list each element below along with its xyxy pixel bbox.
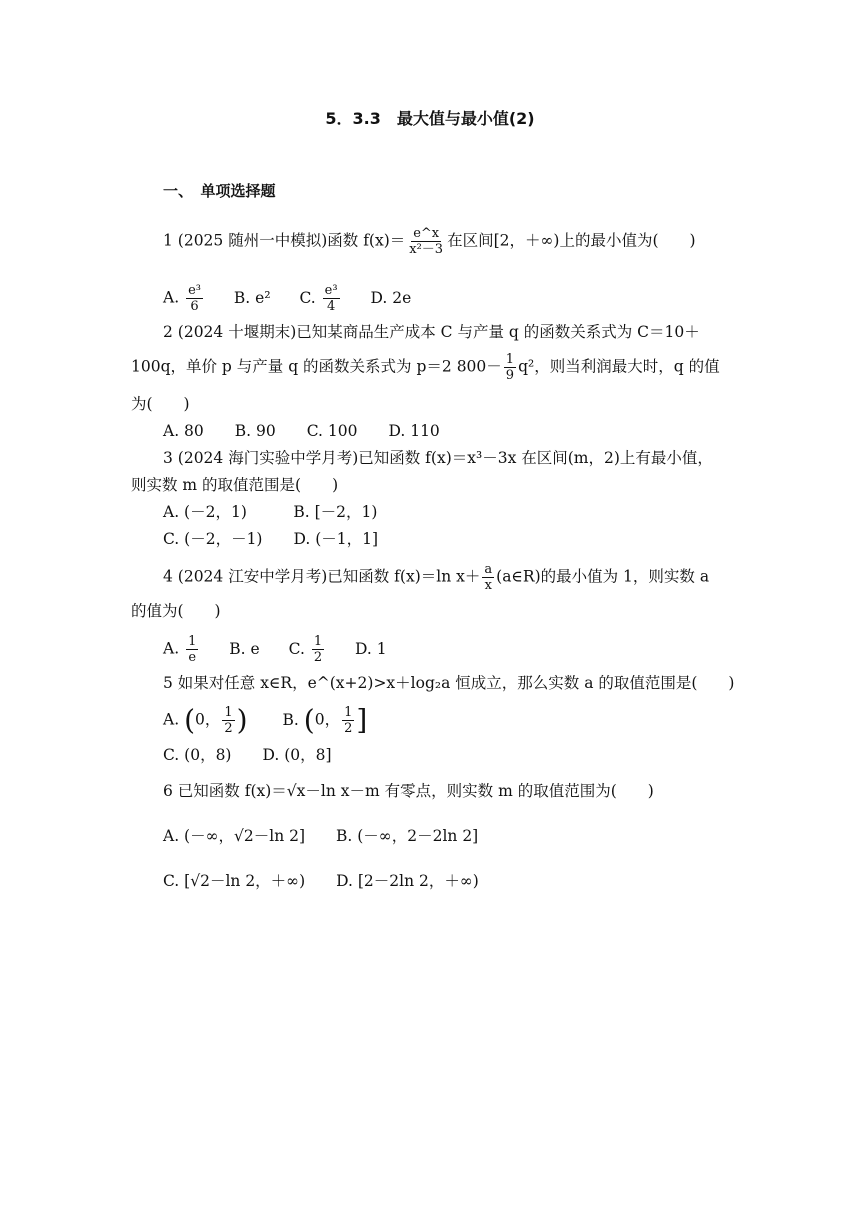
question-6-line-1: 6 已知函数 f(x)＝√x－ln x－m 有零点，则实数 m 的取值范围为( )	[163, 782, 654, 800]
q4-text-b: (a∈R)的最小值为 1，则实数 a	[496, 567, 710, 586]
q1-option-c-label: C.	[299, 288, 321, 307]
q1-option-a-fraction	[186, 283, 203, 314]
q2-fraction	[504, 352, 516, 383]
q2-text-a: 100q，单价 p 与产量 q 的函数关系式为 p＝2 800－	[131, 357, 502, 376]
q1-option-a-label: A.	[163, 288, 185, 307]
q4-option-c-den: 2	[313, 650, 323, 665]
q5-option-b-num: 1	[344, 705, 353, 720]
q5-option-b-close-bracket: ]	[356, 703, 368, 737]
q5-options-cd: C. (0，8) D. (0，8]	[163, 746, 332, 764]
q5-option-b-fraction	[342, 705, 354, 736]
q5-options-ab	[163, 705, 367, 736]
q2-text-b: q²，则当利润最大时，q 的值	[518, 357, 720, 376]
q1-option-d: D. 2e	[370, 288, 412, 307]
question-4-line-1	[163, 562, 709, 593]
q4-option-a-den: e	[188, 650, 197, 665]
question-2-line-1: 2 (2024 十堰期末)已知某商品生产成本 C 与产量 q 的函数关系式为 C＝10＋	[163, 323, 700, 341]
q1-option-c-fraction	[323, 283, 340, 314]
q5-option-a-fraction	[222, 705, 234, 736]
q4-option-c-label: C.	[288, 639, 310, 658]
q4-options	[163, 634, 387, 665]
q2-fraction-den: 9	[505, 368, 515, 383]
question-2-line-2	[131, 352, 720, 383]
question-4-line-2: 的值为( )	[131, 602, 221, 620]
question-3-line-1: 3 (2024 海门实验中学月考)已知函数 f(x)＝x³－3x 在区间(m，2)上有最小值，	[163, 449, 713, 467]
q1-option-b: B. e²	[233, 288, 271, 307]
question-3-line-2: 则实数 m 的取值范围是( )	[131, 476, 339, 494]
q5-option-a-den: 2	[224, 721, 233, 736]
q5-option-a-open-bracket: (	[184, 703, 195, 737]
q5-option-b-den: 2	[344, 721, 353, 736]
q1-option-a-num: e³	[188, 283, 201, 298]
question-2-line-3: 为( )	[131, 395, 190, 413]
q5-option-a-num: 1	[224, 705, 233, 720]
q1-text: 1 (2025 随州一中模拟)函数	[163, 231, 364, 250]
page-title: 5．3.3 最大值与最小值(2)	[325, 109, 535, 128]
q3-options-ab: A. (－2，1) B. [－2，1)	[163, 503, 378, 521]
q4-option-a-fraction	[186, 634, 198, 665]
q5-option-b-open-bracket: (	[303, 703, 315, 737]
q1-options	[163, 283, 411, 314]
q4-option-b: B. e	[229, 639, 260, 658]
q5-option-a-close-bracket: )	[236, 703, 248, 737]
q2-options: A. 80 B. 90 C. 100 D. 110	[163, 422, 440, 440]
q4-fraction	[482, 562, 494, 593]
question-1	[163, 226, 696, 257]
q1-fraction-num: e^x	[413, 226, 440, 241]
q1-option-c-num: e³	[324, 283, 338, 298]
question-5-line-1: 5 如果对任意 x∈R，e^(x+2)>x＋log₂a 恒成立，那么实数 a 的取值范围是( )	[163, 674, 735, 692]
q3-options-cd: C. (－2，－1) D. (－1，1]	[163, 530, 379, 548]
q5-option-b-label: B.	[282, 710, 304, 729]
q5-option-a-inner: 0，	[195, 710, 221, 729]
q4-option-d: D. 1	[355, 639, 387, 658]
q6-options-ab: A. (－∞，√2－ln 2] B. (－∞，2－2ln 2]	[163, 827, 479, 845]
section-heading: 一、 单项选择题	[163, 182, 276, 200]
q4-fraction-num: a	[484, 562, 493, 577]
q1-function: f(x)＝	[363, 231, 406, 250]
q4-option-a-label: A.	[163, 639, 185, 658]
q5-option-a-label: A.	[163, 710, 185, 729]
q4-option-c-num: 1	[313, 634, 323, 649]
q6-options-cd: C. [√2－ln 2，＋∞) D. [2－2ln 2，＋∞)	[163, 872, 479, 890]
q2-fraction-num: 1	[505, 352, 515, 367]
q1-tail: 在区间[2，＋∞)上的最小值为( )	[447, 231, 696, 250]
q4-fraction-den: x	[484, 578, 492, 593]
q4-option-c-fraction	[312, 634, 324, 665]
q1-fraction-den: x²－3	[409, 242, 444, 257]
q1-option-a-den: 6	[190, 299, 199, 314]
q1-fraction	[407, 226, 445, 257]
q4-text-a: 4 (2024 江安中学月考)已知函数 f(x)＝ln x＋	[163, 567, 481, 586]
q5-option-b-inner: 0，	[314, 710, 341, 729]
q1-option-c-den: 4	[326, 299, 336, 314]
q4-option-a-num: 1	[188, 634, 197, 649]
